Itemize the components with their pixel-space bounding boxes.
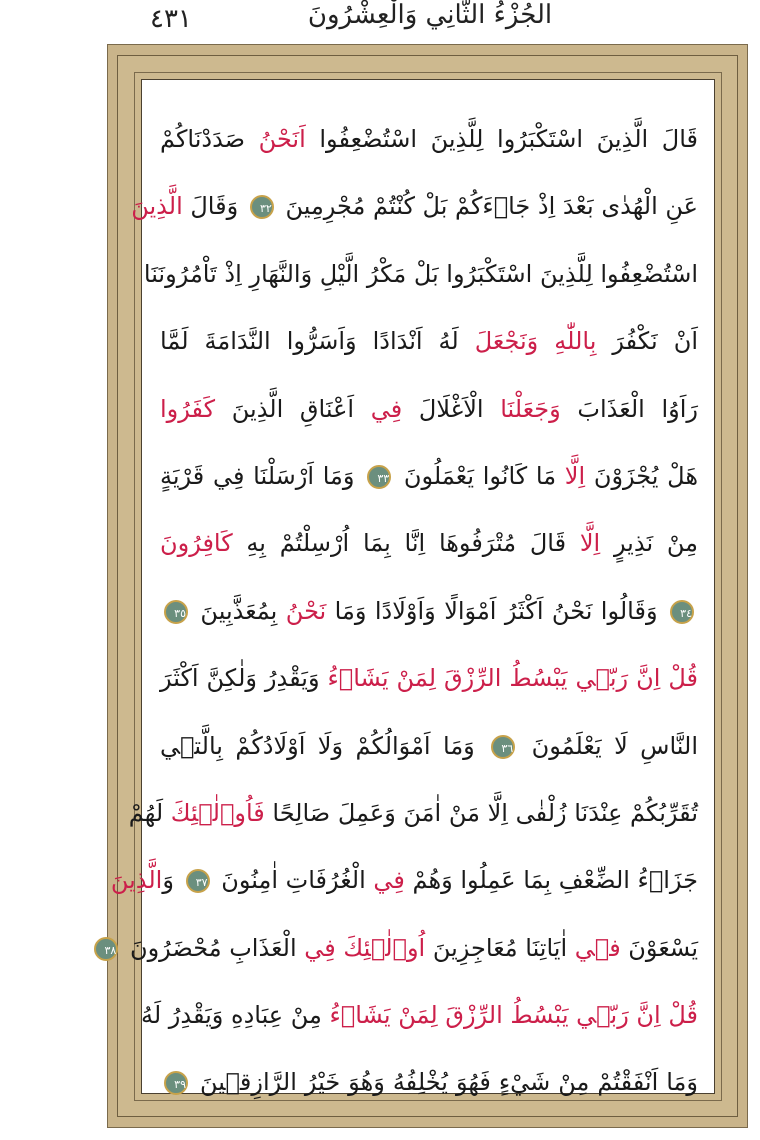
verse-text-red: قُلْ اِنَّ رَبّ۪ي يَبْسُطُ الرِّزْقَ لِمَنْ يَشَاۤءُ: [327, 664, 698, 693]
verse-line: [160, 510, 698, 577]
verse-line: [160, 578, 698, 645]
verse-text-red: اِلَّا: [564, 461, 586, 490]
ayah-number-marker: ٣٤: [670, 600, 694, 624]
verse-text: رَاَوُا الْعَذَابَ: [560, 394, 698, 423]
verse-text: لَهُمْ: [128, 798, 171, 827]
verse-line: [160, 645, 698, 712]
ayah-number-marker: ٣٢: [250, 195, 274, 219]
verse-text: وَمَا اَمْوَالُكُمْ وَلَا اَوْلَادُكُمْ بِالَّت۪ي: [160, 731, 488, 760]
verse-text: اَعْنَاقِ الَّذِينَ: [215, 394, 371, 423]
verse-text: اَنْ نَكْفُرَ: [596, 327, 699, 356]
verse-text: بِمُعَذَّبِينَ: [192, 596, 286, 625]
verse-line: [128, 780, 698, 847]
verse-line: [140, 982, 698, 1049]
verse-text-red: اَنَحْنُ: [258, 125, 306, 153]
verse-text: اسْتُضْعِفُوا لِلَّذِينَ اسْتَكْبَرُوا بَلْ مَكْرُ الَّيْلِ وَالنَّهَارِ اِذْ تَاْمُرُونَنَا: [143, 259, 698, 288]
verse-text-red: الَّذِينَ: [110, 866, 163, 895]
page-number: ٤٣١: [150, 4, 192, 34]
verse-text-red: وَجَعَلْنَا: [500, 394, 561, 423]
ayah-number-marker: ٣٣: [367, 465, 391, 489]
verse-text-red: اِلَّا: [579, 529, 601, 558]
verse-line: [160, 376, 698, 443]
verse-text: الْعَذَابِ مُحْضَرُونَ: [122, 933, 305, 962]
verse-line: [160, 443, 698, 510]
verse-text-red: اُو۬لٰۤئِكَ: [343, 933, 426, 962]
page-header: [0, 0, 760, 42]
verse-text-red: ف۪ي: [574, 933, 621, 962]
verse-line: [143, 241, 698, 308]
verse-text: اٰيَاتِنَا مُعَاجِزِينَ: [425, 933, 575, 962]
verse-text: قَالَ مُتْرَفُوهَا اِنَّا بِمَا اُرْسِلْتُمْ بِهِ: [232, 529, 580, 558]
verse-line: [160, 308, 698, 375]
text-panel: [104, 79, 715, 1097]
ayah-number-marker: ٣٨: [94, 937, 118, 961]
verse-text-red: بِاللّٰهِ وَنَجْعَلَ: [474, 327, 597, 356]
juz-title: الجُزْءُ الثَّانِي وَالْعِشْرُونَ: [307, 0, 553, 30]
ayah-number-marker: ٣٥: [164, 600, 188, 624]
verse-text: مِنْ نَذِيرٍ: [600, 529, 699, 558]
verse-text-red: فِي: [304, 933, 336, 962]
ayah-number-marker: ٣٩: [164, 1071, 188, 1095]
verse-text-red: فِي: [370, 394, 403, 423]
verse-text: مِنْ عِبَادِهِ وَيَقْدِرُ لَهُ: [140, 1001, 330, 1030]
verse-text: مَا كَانُوا يَعْمَلُونَ: [395, 461, 565, 490]
verse-line: [160, 713, 698, 780]
verse-text-red: نَحْنُ: [285, 596, 327, 625]
verse-text-red: قُلْ اِنَّ رَبّ۪ي يَبْسُطُ الرِّزْقَ لِمَنْ يَشَاۤءُ: [329, 1001, 698, 1030]
verse-text: عَنِ الْهُدٰى بَعْدَ اِذْ جَاۤءَكُمْ بَلْ كُنْتُمْ مُجْرِمِينَ: [277, 192, 698, 221]
verse-text: وَقَالَ: [182, 192, 246, 221]
verse-text: وَقَالُوا نَحْنُ اَكْثَرُ اَمْوَالًا وَاَوْلَادًا وَمَا: [326, 596, 666, 625]
verse-line: [131, 173, 698, 240]
verse-text: وَمَا اَنْفَقْتُمْ مِنْ شَيْءٍ فَهُوَ يُخْلِفُهُ وَهُوَ خَيْرُ الرَّازِق۪ينَ: [192, 1068, 698, 1097]
verse-line: [160, 1049, 698, 1116]
verse-text-red: فَاُو۬لٰۤئِكَ: [170, 798, 265, 827]
verse-text: صَدَدْنَاكُمْ: [160, 125, 259, 153]
ayah-number-marker: ٣٦: [491, 735, 515, 759]
verse-line: [160, 106, 698, 173]
verse-text: الْغُرُفَاتِ اٰمِنُونَ: [213, 866, 374, 895]
verse-text: وَمَا اَرْسَلْنَا فِي قَرْيَةٍ: [160, 461, 364, 490]
verse-text: الْاَغْلَالَ: [402, 394, 501, 423]
verse-text: جَزَاۤءُ الضِّعْفِ بِمَا عَمِلُوا وَهُمْ: [404, 866, 698, 895]
verse-text: النَّاسِ لَا يَعْلَمُونَ: [519, 731, 698, 760]
verse-line: [104, 915, 698, 982]
verse-lines: [104, 106, 699, 1117]
verse-line: [110, 847, 698, 914]
verse-text: قَالَ الَّذِينَ اسْتَكْبَرُوا لِلَّذِينَ اسْتُضْعِفُوا: [305, 125, 698, 153]
verse-text: وَ: [162, 866, 182, 895]
verse-text-red: فِي: [373, 866, 405, 895]
verse-text: يَسْعَوْنَ: [620, 933, 698, 962]
verse-text: هَلْ يُجْزَوْنَ: [585, 461, 698, 490]
verse-text: تُقَرِّبُكُمْ عِنْدَنَا زُلْفٰى اِلَّا مَنْ اٰمَنَ وَعَمِلَ صَالِحًا: [264, 798, 698, 827]
verse-text-red: كَفَرُوا: [160, 394, 216, 423]
verse-text: لَهُ اَنْدَادًا وَاَسَرُّوا النَّدَامَةَ لَمَّا: [160, 327, 475, 356]
verse-text: وَيَقْدِرُ وَلٰكِنَّ اَكْثَرَ: [160, 664, 328, 693]
verse-text-red: الَّذِينَ: [131, 192, 183, 221]
ayah-number-marker: ٣٧: [186, 869, 210, 893]
verse-text-red: كَافِرُونَ: [160, 529, 233, 558]
